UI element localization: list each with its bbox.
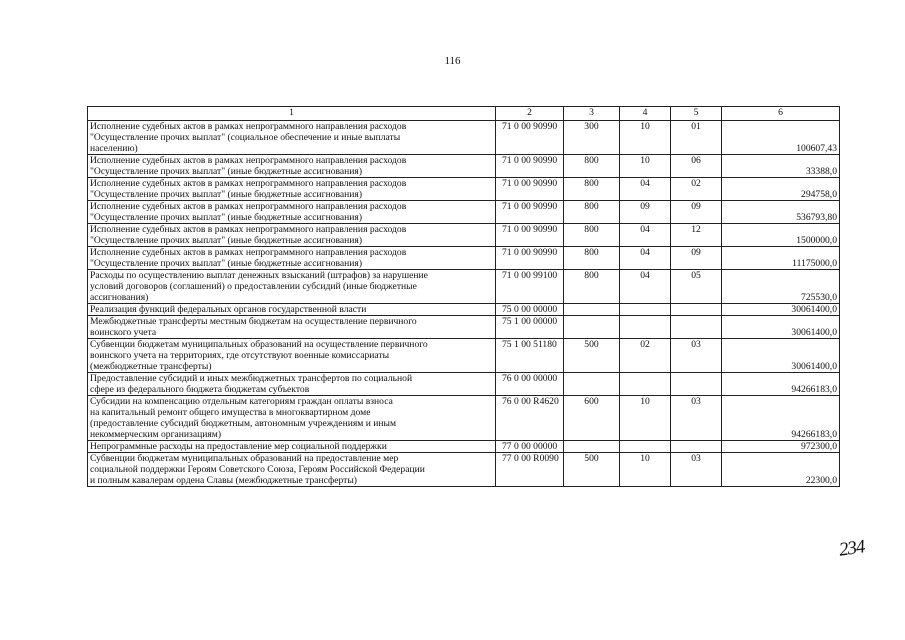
- row-amount: 725530,0: [722, 270, 840, 304]
- table-row: [88, 453, 840, 487]
- row-name: Исполнение судебных актов в рамках непрограммного направления расходов "Осуществление прочих выплат" (социальное обеспечение и иные выплаты населению): [88, 121, 496, 155]
- row-expense-type: 600: [564, 396, 620, 441]
- table-row: [88, 441, 840, 453]
- row-expense-type: 800: [564, 178, 620, 201]
- row-name: Субвенции бюджетам муниципальных образований на осуществление первичного воинского учета на территориях, где отсутствуют военные комиссариаты (межбюджетные трансферты): [88, 339, 496, 373]
- row-amount: 94266183,0: [722, 373, 840, 396]
- row-name: Расходы по осуществлению выплат денежных взысканий (штрафов) за нарушение условий договоров (соглашений) о предоставлении субсидий (иные бюджетные ассигнования): [88, 270, 496, 304]
- table-row: [88, 224, 840, 247]
- budget-table: [87, 106, 840, 487]
- table-row: [88, 316, 840, 339]
- row-section: 04: [620, 247, 671, 270]
- row-amount: 100607,43: [722, 121, 840, 155]
- row-subsection: 12: [671, 224, 722, 247]
- table-row: [88, 155, 840, 178]
- row-expense-type: [564, 373, 620, 396]
- row-code: 71 0 00 90990: [496, 121, 564, 155]
- row-amount: 30061400,0: [722, 304, 840, 316]
- row-name: Предоставление субсидий и иных межбюджетных трансфертов по социальной сфере из федерального бюджета бюджетам субъектов: [88, 373, 496, 396]
- table-row: [88, 201, 840, 224]
- row-subsection: 03: [671, 339, 722, 373]
- row-section: 04: [620, 178, 671, 201]
- row-code: 76 0 00 R4620: [496, 396, 564, 441]
- row-section: 10: [620, 121, 671, 155]
- page-number: 116: [444, 55, 461, 67]
- row-subsection: [671, 441, 722, 453]
- row-expense-type: 500: [564, 453, 620, 487]
- row-expense-type: [564, 441, 620, 453]
- row-expense-type: 300: [564, 121, 620, 155]
- row-name: Субвенции бюджетам муниципальных образований на предоставление мер социальной поддержки Героям Советского Союза, Героям Российской Федерации и полным кавалерам ордена Славы (межбюджетные трансферты): [88, 453, 496, 487]
- row-expense-type: 800: [564, 201, 620, 224]
- row-name: Исполнение судебных актов в рамках непрограммного направления расходов "Осуществление прочих выплат" (иные бюджетные ассигнования): [88, 155, 496, 178]
- header-col-2: 2: [496, 107, 564, 121]
- row-amount: 30061400,0: [722, 339, 840, 373]
- header-col-4: 4: [620, 107, 671, 121]
- row-name: Исполнение судебных актов в рамках непрограммного направления расходов "Осуществление прочих выплат" (иные бюджетные ассигнования): [88, 201, 496, 224]
- row-subsection: [671, 304, 722, 316]
- row-name: Исполнение судебных актов в рамках непрограммного направления расходов "Осуществление прочих выплат" (иные бюджетные ассигнования): [88, 224, 496, 247]
- row-subsection: 03: [671, 453, 722, 487]
- row-amount: 1500000,0: [722, 224, 840, 247]
- table-row: [88, 247, 840, 270]
- table-row: [88, 270, 840, 304]
- row-name: Реализация функций федеральных органов государственной власти: [88, 304, 496, 316]
- row-amount: 33388,0: [722, 155, 840, 178]
- header-col-6: 6: [722, 107, 840, 121]
- row-code: 71 0 00 90990: [496, 178, 564, 201]
- row-name: Исполнение судебных актов в рамках непрограммного направления расходов "Осуществление прочих выплат" (иные бюджетные ассигнования): [88, 247, 496, 270]
- row-code: 75 1 00 51180: [496, 339, 564, 373]
- row-section: 09: [620, 201, 671, 224]
- row-code: 71 0 00 90990: [496, 224, 564, 247]
- row-expense-type: 800: [564, 270, 620, 304]
- header-col-3: 3: [564, 107, 620, 121]
- row-section: 10: [620, 396, 671, 441]
- row-amount: 294758,0: [722, 178, 840, 201]
- row-name: Исполнение судебных актов в рамках непрограммного направления расходов "Осуществление прочих выплат" (иные бюджетные ассигнования): [88, 178, 496, 201]
- row-section: 02: [620, 339, 671, 373]
- row-amount: 536793,80: [722, 201, 840, 224]
- row-code: 76 0 00 00000: [496, 373, 564, 396]
- table-row: [88, 339, 840, 373]
- row-section: 04: [620, 270, 671, 304]
- row-name: Субсидии на компенсацию отдельным категориям граждан оплаты взноса на капитальный ремонт общего имущества в многоквартирном доме (предоставление субсидий бюджетным, автономным учреждениям и иным некоммерческим организациям): [88, 396, 496, 441]
- row-code: 75 1 00 00000: [496, 316, 564, 339]
- row-section: [620, 304, 671, 316]
- row-expense-type: [564, 304, 620, 316]
- row-subsection: [671, 316, 722, 339]
- row-code: 71 0 00 90990: [496, 201, 564, 224]
- row-section: [620, 441, 671, 453]
- row-amount: 22300,0: [722, 453, 840, 487]
- row-code: 71 0 00 99100: [496, 270, 564, 304]
- table-row: [88, 304, 840, 316]
- row-code: 71 0 00 90990: [496, 247, 564, 270]
- row-name: Непрограммные расходы на предоставление мер социальной поддержки: [88, 441, 496, 453]
- row-section: 04: [620, 224, 671, 247]
- row-expense-type: 800: [564, 247, 620, 270]
- row-section: 10: [620, 453, 671, 487]
- row-subsection: 05: [671, 270, 722, 304]
- row-amount: 972300,0: [722, 441, 840, 453]
- row-expense-type: [564, 316, 620, 339]
- table-row: [88, 178, 840, 201]
- row-expense-type: 800: [564, 224, 620, 247]
- row-section: 10: [620, 155, 671, 178]
- row-name: Межбюджетные трансферты местным бюджетам на осуществление первичного воинского учета: [88, 316, 496, 339]
- handwritten-page-mark: 234: [837, 536, 866, 561]
- row-amount: 94266183,0: [722, 396, 840, 441]
- table-row: [88, 121, 840, 155]
- row-subsection: 09: [671, 247, 722, 270]
- row-section: [620, 373, 671, 396]
- row-subsection: 06: [671, 155, 722, 178]
- table-header-row: [88, 107, 840, 121]
- table-row: [88, 373, 840, 396]
- row-code: 75 0 00 00000: [496, 304, 564, 316]
- row-subsection: 03: [671, 396, 722, 441]
- row-subsection: 01: [671, 121, 722, 155]
- header-col-1: 1: [88, 107, 496, 121]
- row-amount: 11175000,0: [722, 247, 840, 270]
- row-subsection: 09: [671, 201, 722, 224]
- row-expense-type: 800: [564, 155, 620, 178]
- row-section: [620, 316, 671, 339]
- row-subsection: [671, 373, 722, 396]
- header-col-5: 5: [671, 107, 722, 121]
- row-subsection: 02: [671, 178, 722, 201]
- row-expense-type: 500: [564, 339, 620, 373]
- row-code: 77 0 00 R0090: [496, 453, 564, 487]
- table-row: [88, 396, 840, 441]
- row-code: 77 0 00 00000: [496, 441, 564, 453]
- row-amount: 30061400,0: [722, 316, 840, 339]
- row-code: 71 0 00 90990: [496, 155, 564, 178]
